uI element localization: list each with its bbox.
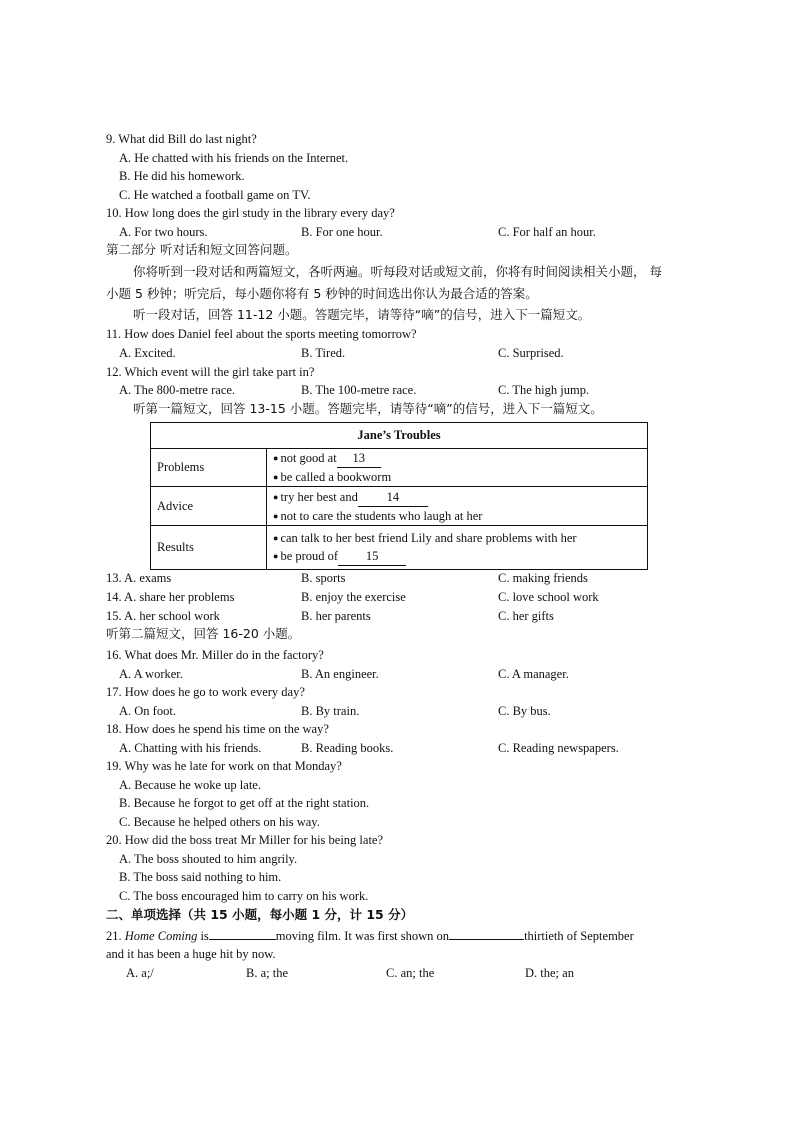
film-title: Home Coming [124, 929, 198, 943]
q18-option-a: A. Chatting with his friends. [119, 741, 262, 755]
q13-option-c: C. making friends [498, 571, 588, 585]
passage1-instruction: 听第一篇短文，回答 13-15 小题。答题完毕，请等待“嘀”的信号，进入下一篇短文。 [133, 401, 603, 416]
section2-title: 二、单项选择（共 15 小题，每小题 1 分，计 15 分） [106, 907, 414, 922]
q12-option-c: C. The high jump. [498, 383, 590, 397]
janes-troubles-table [150, 422, 648, 570]
q12-stem: 12. Which event will the girl take part in? [106, 365, 315, 379]
blank-13: 13 [337, 449, 381, 468]
q17-stem: 17. How does he go to work every day? [106, 685, 305, 699]
q21-blank-2 [449, 939, 524, 940]
table-title: Jane’s Troubles [151, 423, 648, 449]
q15-option-c: C. her gifts [498, 609, 554, 623]
part2-instruction-3: 听一段对话，回答 11-12 小题。答题完毕，请等待“嘀”的信号，进入下一篇短文。 [133, 307, 591, 322]
part2-instruction-1: 你将听到一段对话和两篇短文，各听两遍。听每段对话或短文前，你将有时间阅读相关小题， 每 [133, 264, 662, 279]
q19-stem: 19. Why was he late for work on that Monday? [106, 759, 342, 773]
q19-option-a: A. Because he woke up late. [119, 778, 261, 792]
row-content: ● try her best and 14 ● not to care the students who laugh at her [267, 487, 648, 526]
bullet-icon: ● [273, 453, 279, 463]
q17-option-b: B. By train. [301, 704, 360, 718]
q14-option-a: 14. A. share her problems [106, 590, 235, 604]
bullet-icon: ● [273, 551, 279, 561]
blank-15: 15 [338, 547, 406, 566]
q12-option-b: B. The 100-metre race. [301, 383, 417, 397]
q11-option-c: C. Surprised. [498, 346, 564, 360]
q21-blank-1 [209, 939, 276, 940]
q9-stem: 9. What did Bill do last night? [106, 132, 257, 146]
q14-option-b: B. enjoy the exercise [301, 590, 406, 604]
table-row-problems [151, 449, 648, 487]
q21-option-c: C. an; the [386, 966, 435, 980]
q17-option-a: A. On foot. [119, 704, 176, 718]
row-label: Problems [151, 449, 267, 487]
bullet-icon: ● [273, 533, 279, 543]
bullet-icon: ● [273, 510, 279, 521]
q15-option-b: B. her parents [301, 609, 371, 623]
q20-stem: 20. How did the boss treat Mr Miller for his being late? [106, 833, 384, 847]
q10-option-a: A. For two hours. [119, 225, 208, 239]
q21-option-a: A. a;/ [126, 966, 154, 980]
q19-option-c: C. Because he helped others on his way. [119, 815, 320, 829]
q16-option-c: C. A manager. [498, 667, 569, 681]
q9-option-c: C. He watched a football game on TV. [119, 188, 311, 202]
q20-option-b: B. The boss said nothing to him. [119, 870, 282, 884]
q13-option-a: 13. A. exams [106, 571, 172, 585]
q11-option-b: B. Tired. [301, 346, 346, 360]
q20-option-a: A. The boss shouted to him angrily. [119, 852, 298, 866]
table-row-results [151, 526, 648, 570]
q21-option-b: B. a; the [246, 966, 289, 980]
table-row-advice [151, 487, 648, 526]
bullet-icon: ● [273, 472, 279, 482]
part2-instruction-2: 小题 5 秒钟；听完后，每小题你将有 5 秒钟的时间选出你认为最合适的答案。 [106, 286, 538, 301]
q12-option-a: A. The 800-metre race. [119, 383, 236, 397]
q15-option-a: 15. A. her school work [106, 609, 220, 623]
q10-stem: 10. How long does the girl study in the library every day? [106, 206, 395, 220]
q14-option-c: C. love school work [498, 590, 599, 604]
q21-stem: 21. Home Coming is moving film. It was first shown on thirtieth of September [106, 929, 634, 943]
q16-option-a: A. A worker. [119, 667, 183, 681]
q18-option-b: B. Reading books. [301, 741, 394, 755]
part2-title: 第二部分 听对话和短文回答问题。 [106, 242, 298, 257]
q11-option-a: A. Excited. [119, 346, 176, 360]
q18-stem: 18. How does he spend his time on the way? [106, 722, 329, 736]
q16-stem: 16. What does Mr. Miller do in the factory? [106, 648, 324, 662]
q18-option-c: C. Reading newspapers. [498, 741, 619, 755]
bullet-icon: ● [273, 491, 279, 502]
q21-option-d: D. the; an [525, 966, 574, 980]
row-label: Advice [151, 487, 267, 526]
row-label: Results [151, 526, 267, 570]
q10-option-b: B. For one hour. [301, 225, 383, 239]
row-content: ● not good at 13 ● be called a bookworm [267, 449, 648, 487]
q9-option-a: A. He chatted with his friends on the Internet. [119, 151, 349, 165]
q17-option-c: C. By bus. [498, 704, 551, 718]
q20-option-c: C. The boss encouraged him to carry on his work. [119, 889, 369, 903]
passage2-instruction: 听第二篇短文，回答 16-20 小题。 [106, 626, 301, 641]
row-content: ● can talk to her best friend Lily and share problems with her ● be proud of 15 [267, 526, 648, 570]
q11-stem: 11. How does Daniel feel about the sports meeting tomorrow? [106, 327, 417, 341]
q13-option-b: B. sports [301, 571, 346, 585]
blank-14: 14 [358, 488, 428, 507]
q16-option-b: B. An engineer. [301, 667, 379, 681]
q21-stem-line2: and it has been a huge hit by now. [106, 947, 276, 961]
q10-option-c: C. For half an hour. [498, 225, 596, 239]
q9-option-b: B. He did his homework. [119, 169, 245, 183]
q19-option-b: B. Because he forgot to get off at the right station. [119, 796, 370, 810]
